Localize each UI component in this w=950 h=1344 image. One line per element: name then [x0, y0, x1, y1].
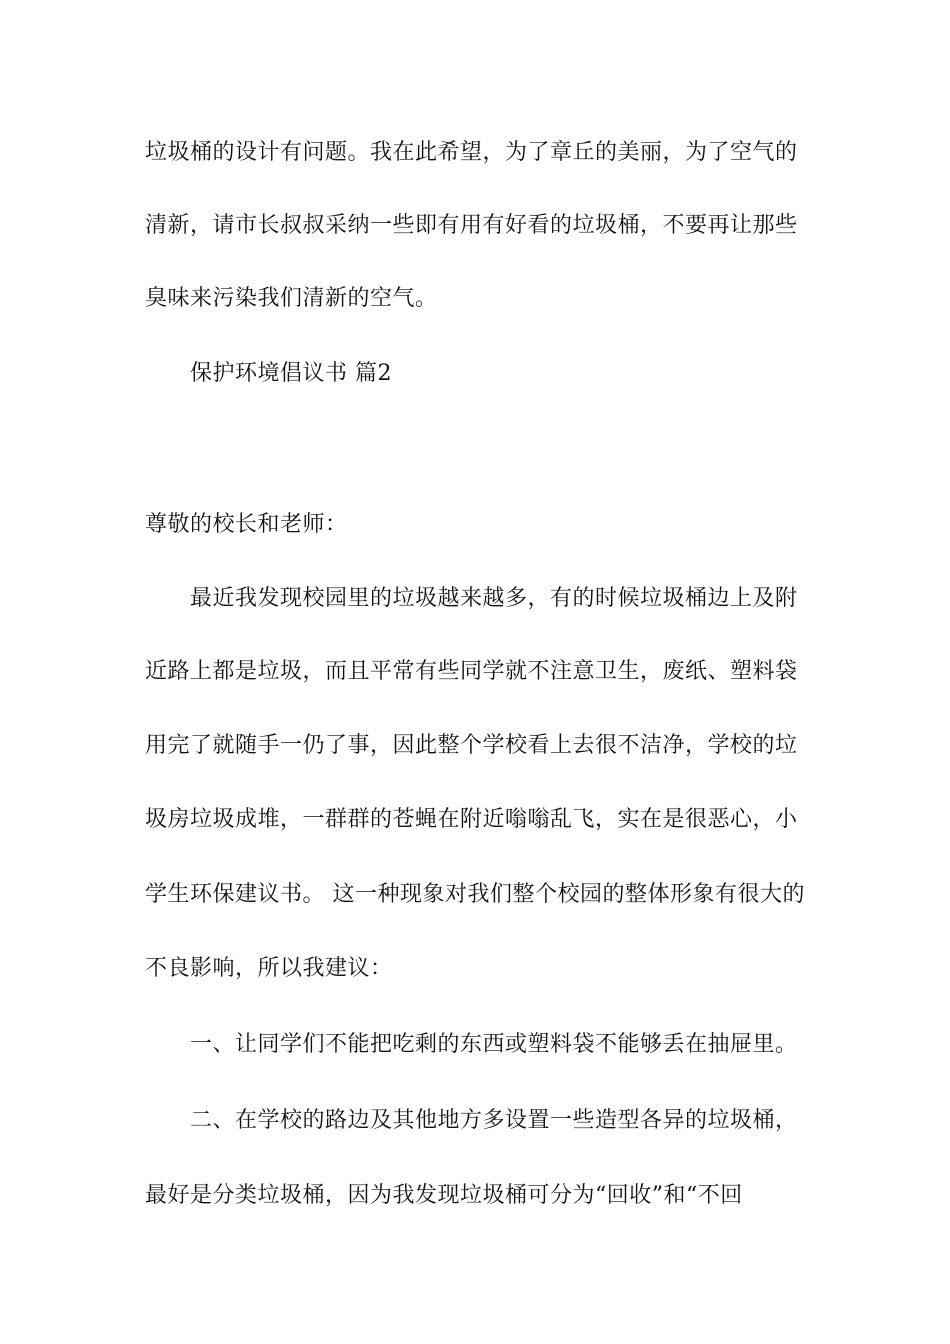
paragraph-line: 学生环保建议书。 这一种现象对我们整个校园的整体形象有很大的: [145, 882, 805, 907]
paragraph-line: 最好是分类垃圾桶，因为我发现垃圾桶可分为“回收”和“不回: [145, 1183, 743, 1208]
paragraph-line: 臭味来污染我们清新的空气。: [145, 286, 438, 311]
paragraph-line: 用完了就随手一仍了事，因此整个学校看上去很不洁净，学校的垃: [145, 733, 798, 758]
list-item: 一、让同学们不能把吃剩的东西或塑料袋不能够丢在抽屉里。: [190, 1032, 798, 1057]
paragraph-line: 最近我发现校园里的垃圾越来越多，有的时候垃圾桶边上及附: [190, 586, 798, 611]
salutation: 尊敬的校长和老师：: [145, 512, 348, 537]
list-item: 二、在学校的路边及其他地方多设置一些造型各异的垃圾桶，: [190, 1108, 798, 1133]
paragraph-line: 圾房垃圾成堆，一群群的苍蝇在附近嗡嗡乱飞，实在是很恶心，小: [145, 807, 798, 832]
paragraph-line: 垃圾桶的设计有问题。我在此希望，为了章丘的美丽，为了空气的: [145, 140, 798, 165]
paragraph-line: 近路上都是垃圾，而且平常有些同学就不注意卫生，废纸、塑料袋: [145, 659, 798, 684]
paragraph-line: 不良影响，所以我建议：: [145, 956, 393, 981]
section-heading: 保护环境倡议书 篇2: [190, 361, 392, 386]
paragraph-line: 清新，请市长叔叔采纳一些即有用有好看的垃圾桶，不要再让那些: [145, 213, 798, 238]
